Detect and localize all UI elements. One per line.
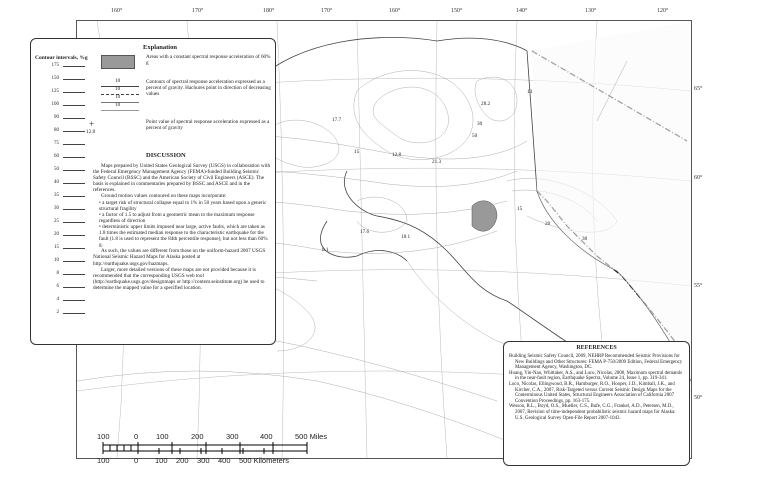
contour-value: 30 — [54, 206, 59, 211]
map-value-label: 13 — [527, 89, 533, 95]
reference-item: Luco, Nicolas, Ellingwood, B.R., Hamburger, R.O., Hooper, J.D., Kimball, J.K., and Kircher, C.A., 2007, Risk-Targeted versus Current Seismic Design Maps for the Conterminous United States, Structural Engineers Association of California 2007 Convention Proceedings, pp. 163-175. — [509, 381, 675, 404]
scale-bar-graphic — [95, 442, 325, 456]
map-value-label: 50 — [472, 133, 478, 139]
contour-line-sample — [63, 209, 85, 210]
km-tick-label: 500 Kilometers — [239, 456, 290, 465]
km-tick-label: 0 — [134, 456, 139, 465]
contour-description: Contours of spectral response acceleration expressed as a percent of gravity. Hachures point in direction of decreasing values — [146, 79, 271, 97]
explanation-title: Explanation — [143, 44, 177, 51]
contour-intervals-title: Contour intervals, %g — [35, 55, 88, 61]
contour-value: 2 — [56, 310, 59, 315]
contour-line-sample — [63, 183, 85, 184]
contour-samples — [101, 79, 139, 111]
map-value-label: 12.8 — [392, 152, 402, 158]
point-value-description: Point value of spectral response acceleration expressed as a percent of gravity — [146, 119, 270, 131]
contour-line-sample — [63, 79, 85, 80]
contour-line-sample — [63, 261, 85, 262]
contour-line-sample — [63, 248, 85, 249]
contour-value: 60 — [54, 154, 59, 159]
contour-value: 4 — [56, 297, 59, 302]
map-value-label: 17.7 — [332, 117, 342, 123]
contour-line-sample — [63, 300, 85, 301]
contour-value: 6 — [56, 284, 59, 289]
contour-value: 175 — [51, 63, 59, 68]
discussion-paragraph: Ground motion values contoured on these maps incorporate: — [101, 193, 227, 200]
lat-label: 50° — [694, 395, 703, 401]
km-tick-label: 300 — [197, 456, 210, 465]
constant-area-swatch — [101, 55, 135, 69]
contour-line-sample — [63, 131, 85, 132]
lon-label: 160° — [111, 8, 123, 14]
reference-item: Wesson, R.L., Boyd, O.S., Mueller, C.S., Bufe, C.G., Frankel, A.D., Petersen, M.D., 2007, Revision of time-independent probabilistic seismic hazard maps for Alaska: U.S. Geological Survey Open-File Report 2007-1043. — [509, 404, 676, 421]
contour-line-sample — [63, 92, 85, 93]
lon-label: 120° — [657, 8, 669, 14]
km-tick-label: 100 — [97, 456, 110, 465]
contour-line-sample — [63, 170, 85, 171]
discussion-bullet: • deterministic upper limits imposed near large, active faults, which are taken as 1.8 times the estimated median response to the characteristic earthquake for the fault (1.8 is used to represent the 84th percentile response), but not less than 60% g. — [99, 223, 268, 249]
lat-label: 65° — [694, 86, 703, 92]
contour-sample-value: 10 — [115, 94, 121, 100]
contour-value: 80 — [54, 128, 59, 133]
lat-label: 60° — [694, 175, 703, 181]
lat-label: 55° — [694, 283, 703, 289]
contour-line-sample — [63, 274, 85, 275]
references-list — [509, 354, 685, 421]
references-title: REFERENCES — [576, 345, 617, 351]
references-panel — [503, 341, 690, 466]
contour-line-sample — [63, 144, 85, 145]
km-tick-label: 100 — [155, 456, 168, 465]
contour-line-sample — [63, 157, 85, 158]
contour-value: 8 — [56, 271, 59, 276]
lon-label: 170° — [321, 8, 333, 14]
miles-tick-label: 0 — [134, 432, 139, 441]
point-marker-icon: + — [89, 119, 95, 129]
contour-value: 50 — [54, 167, 59, 172]
discussion-paragraph: Larger, more detailed versions of these maps are not provided because it is recommended that the corresponding USGS web tool (http://earthquake.usgs.gov/designmaps or http://content.seinstitute.org) be used to determine the mapped value for a specified location. — [93, 266, 265, 291]
contour-line-sample — [63, 66, 85, 67]
lon-label: 150° — [451, 8, 463, 14]
map-value-label: 30 — [477, 121, 483, 127]
map-value-label: 17.6 — [360, 229, 370, 235]
contour-value: 75 — [54, 141, 59, 146]
km-tick-label: 200 — [176, 456, 189, 465]
reference-item: Huang, Yin-Nan, Whittaker, A.S., and Luco, Nicolas, 2008, Maximum spectral demands in the near-fault region, Earthquake Spectra, Volume 24, Issue 1, pp. 319-341. — [509, 370, 682, 382]
contour-value: 35 — [54, 193, 59, 198]
explanation-panel — [30, 38, 276, 345]
lon-label: 140° — [516, 8, 528, 14]
lon-label: 160° — [389, 8, 401, 14]
contour-value: 15 — [54, 245, 59, 250]
contour-line-sample — [63, 118, 85, 119]
contour-value: 100 — [51, 102, 59, 107]
contour-value: 150 — [51, 76, 59, 81]
contour-line-sample — [63, 222, 85, 223]
discussion-paragraph: Maps prepared by United States Geological Survey (USGS) in collaboration with the Federal Emergency Management Agency (FEMA)-funded Building Seismic Safety Council (BSSC) and the American Society of Civil Engineers (ASCE). The basis is explained in commentaries prepared by BSSC and ASCE and in the references. — [93, 163, 271, 194]
discussion-bullet: • a factor of 1.5 to adjust from a geometric mean to the maximum response regardless of direction — [99, 211, 255, 224]
discussion-paragraph: As such, the values are different from those on the uniform-hazard 2007 USGS National Seismic Hazard Maps for Alaska posted at http://earthquake.usgs.gov/hazmaps. — [93, 248, 266, 267]
km-tick-label: 400 — [218, 456, 231, 465]
miles-tick-label: 400 — [260, 432, 273, 441]
map-value-label: 18.1 — [401, 234, 411, 240]
constant-area-text: Areas with a constant spectral response acceleration of 60% g — [146, 54, 271, 66]
contour-line-sample — [63, 313, 85, 314]
map-value-label: 8.1 — [322, 247, 329, 253]
scale-bar — [95, 432, 328, 477]
miles-tick-label: 300 — [226, 432, 239, 441]
map-value-label: 21.3 — [432, 159, 442, 165]
map-value-label: 15 — [354, 149, 360, 155]
reference-item: Building Seismic Safety Council, 2009, NEHRP Recommended Seismic Provisions for New Buildings and Other Structures: FEMA P-750/2009 Edition, Federal Emergency Management Agency, Washington, DC. — [509, 354, 683, 371]
map-value-label: 15 — [517, 206, 523, 212]
discussion-body — [93, 163, 271, 291]
lon-label: 130° — [585, 8, 597, 14]
miles-tick-label: 200 — [191, 432, 204, 441]
contour-sample-value: 10 — [115, 102, 121, 108]
contour-value: 25 — [54, 219, 59, 224]
map-value-label: 30 — [582, 236, 588, 242]
miles-tick-label: 100 — [97, 432, 110, 441]
contour-value: 90 — [54, 115, 59, 120]
contour-line-sample — [63, 196, 85, 197]
contour-value: 40 — [54, 180, 59, 185]
miles-tick-label: 100 — [156, 432, 169, 441]
contour-value: 20 — [54, 232, 59, 237]
lon-label: 180° — [263, 8, 275, 14]
miles-tick-label: 500 Miles — [295, 432, 328, 441]
point-value-sample: 12.8 — [86, 129, 96, 135]
lon-label: 170° — [192, 8, 204, 14]
contour-line-sample — [63, 235, 85, 236]
map-value-label: 28.2 — [481, 101, 491, 107]
map-value-label: 20 — [545, 221, 551, 227]
discussion-title: DISCUSSION — [146, 152, 186, 159]
contour-sample-value: 10 — [115, 78, 121, 84]
contour-value: 125 — [51, 89, 59, 94]
contour-line-sample — [63, 105, 85, 106]
contour-sample-value: 10 — [115, 86, 121, 92]
contour-line-sample — [63, 287, 85, 288]
discussion-bullet: • a target risk of structural collapse equal to 1% in 50 years based upon a generic structural fragility — [99, 199, 267, 212]
contour-value: 10 — [54, 258, 59, 263]
